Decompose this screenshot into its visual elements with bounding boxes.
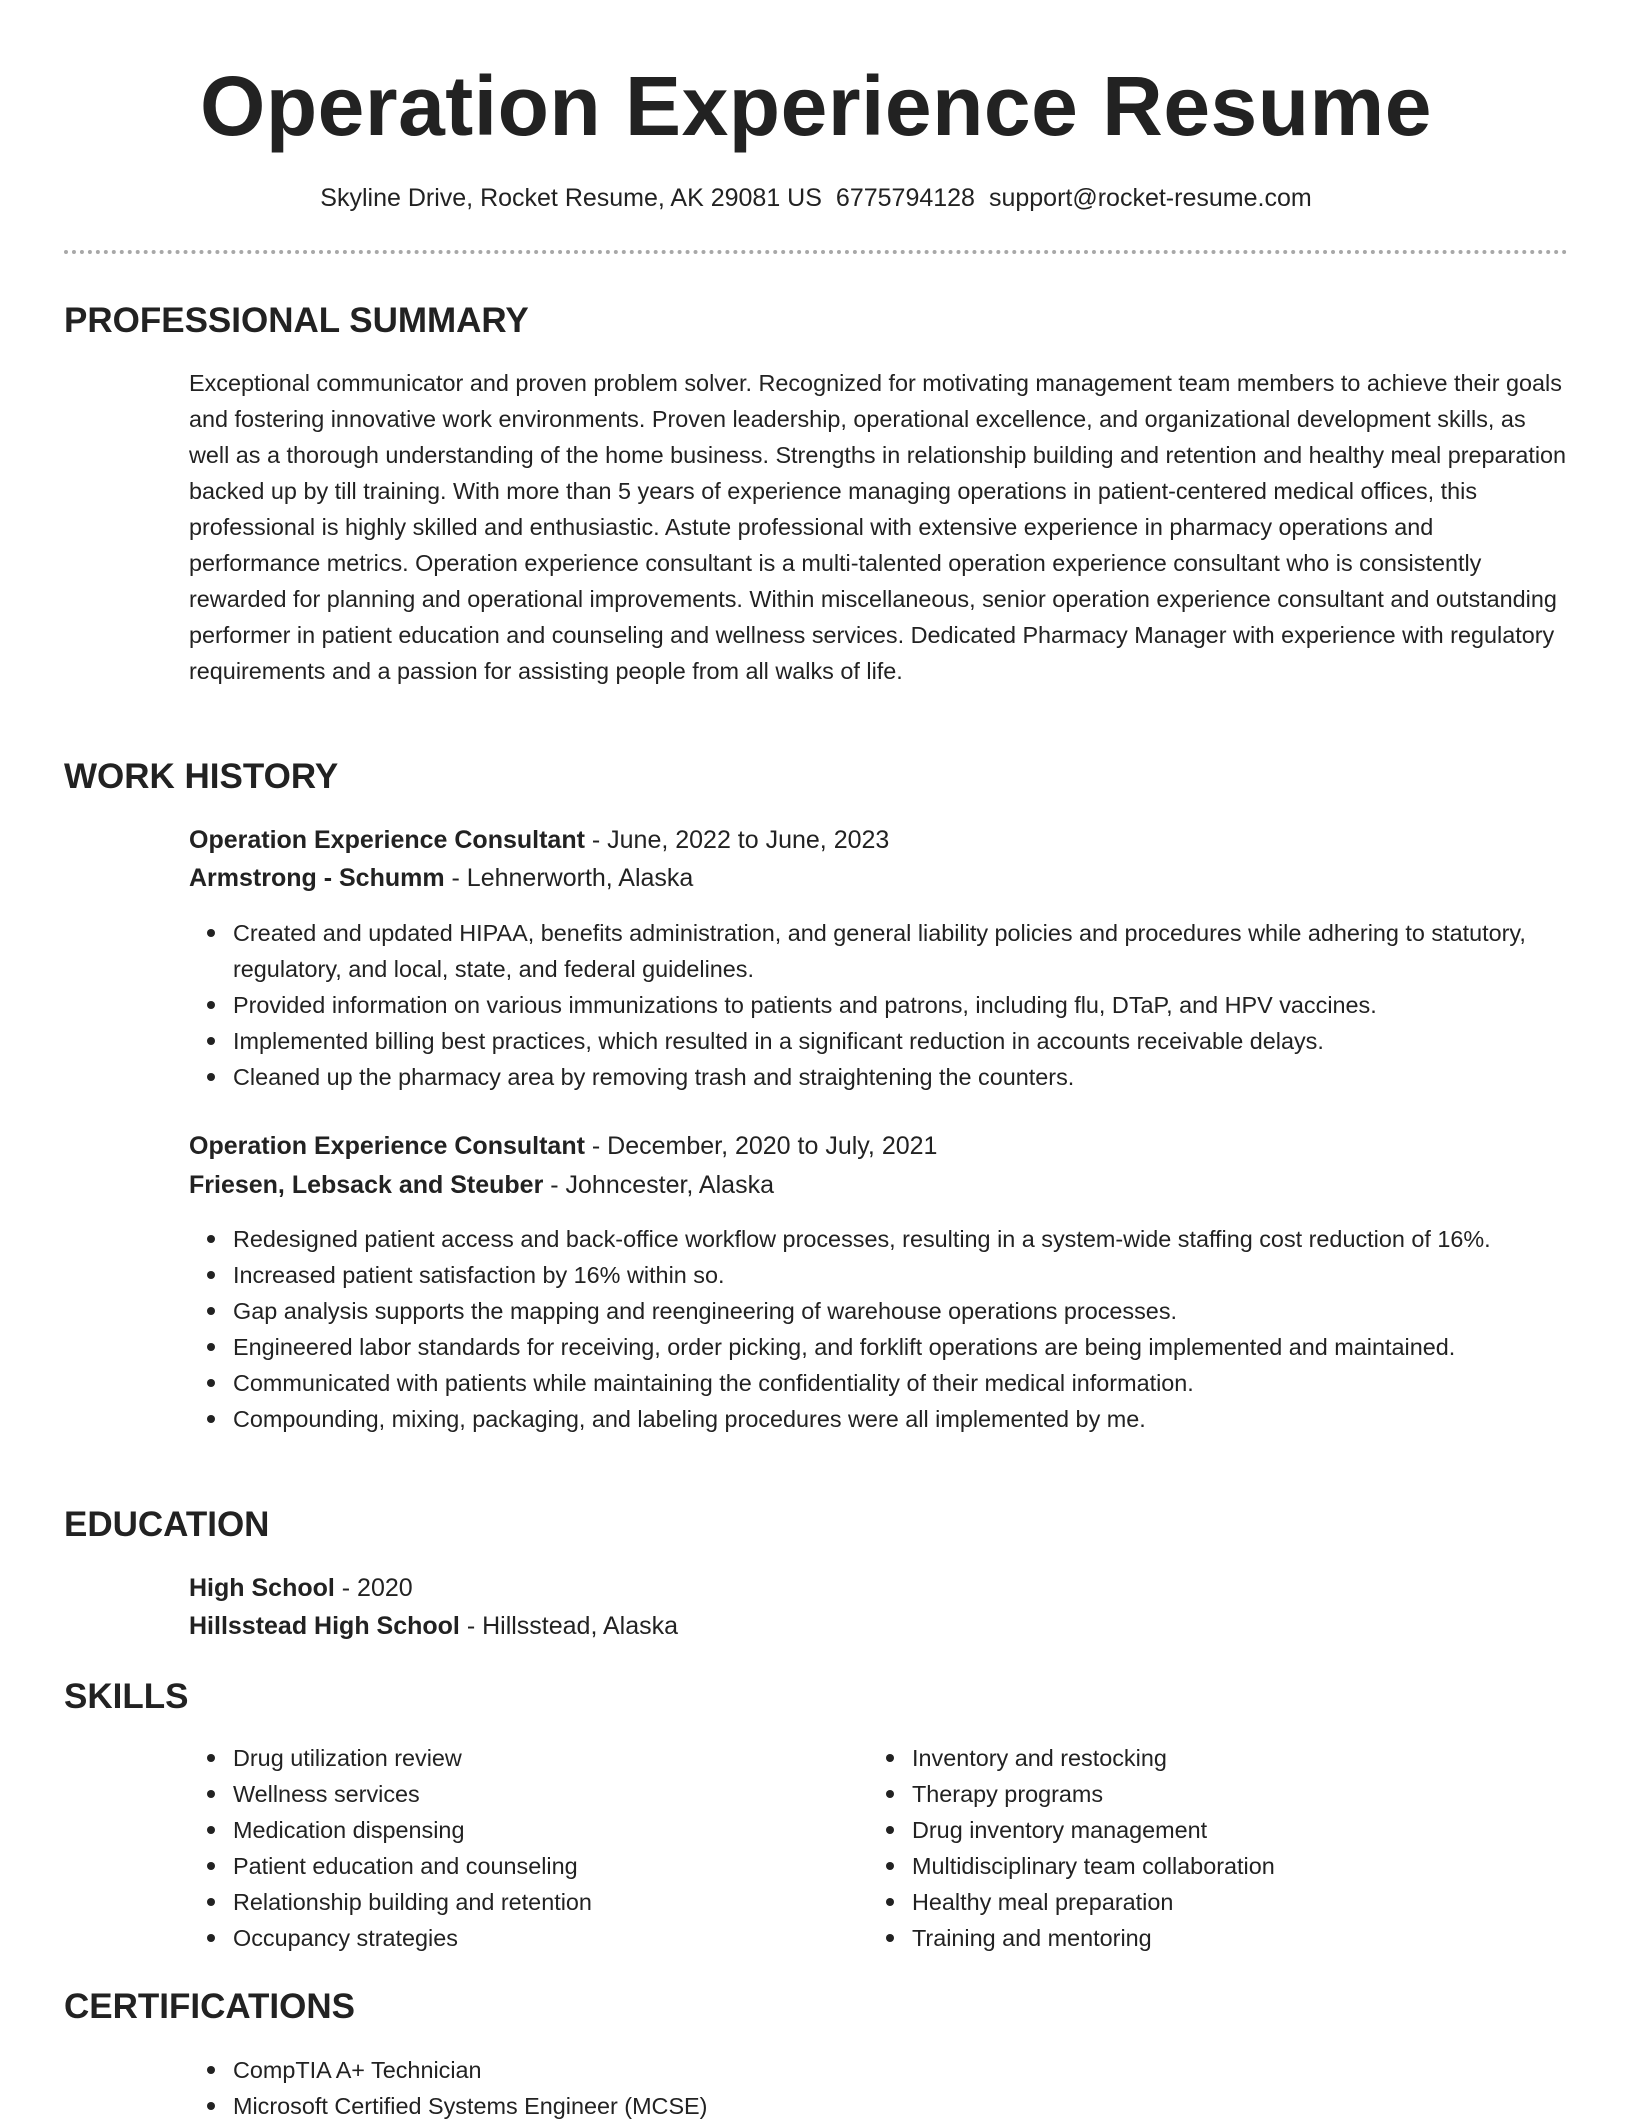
summary-text: Exceptional communicator and proven problem solver. Recognized for motivating management team members to achieve their goals and fostering innovative work environments. Proven leadership, operational excellence, and organizational development skills, as well as a thorough understanding of the home business. Strengths in relationship building and retention and healthy meal preparation backed up by till training. With more than 5 years of experience managing operations in patient-centered medical offices, this professional is highly skilled and enthusiastic. Astute professional with extensive experience in pharmacy operations and performance metrics. Operation experience consultant is a multi-talented operation experience consultant who is consistently rewarded for planning and operational improvements. Within miscellaneous, senior operation experience consultant and outstanding performer in patient education and counseling and wellness services. Dedicated Pharmacy Manager with experience with regulatory requirements and a passion for assisting people from all walks of life. [189,370,1567,684]
list-item: Drug inventory management [912,1812,1632,1848]
header-divider [64,250,1568,254]
list-item: Redesigned patient access and back-office workflow processes, resulting in a system-wide staffing cost reduction of 16%. [233,1221,1613,1257]
job-2-company: Friesen, Lebsack and Steuber [189,1171,544,1199]
job-1-location: - Lehnerworth, Alaska [444,864,694,892]
contact-line [0,180,1632,216]
list-item: Drug utilization review [233,1740,1613,1776]
list-item: Patient education and counseling [233,1848,1613,1884]
education-degree: High School [189,1574,335,1602]
list-item: Engineered labor standards for receiving, order picking, and forklift operations are being implemented and maintained. [233,1329,1613,1365]
job-2-title: Operation Experience Consultant [189,1132,585,1160]
education-year: - 2020 [334,1574,413,1602]
list-item: Medication dispensing [233,1812,1613,1848]
job-1-dates: - June, 2022 to June, 2023 [584,826,890,854]
list-item: CompTIA A+ Technician [233,2052,1613,2088]
list-item: Occupancy strategies [233,1920,1613,1956]
section-title-skills: SKILLS [64,1677,189,1716]
job-2-dates: - December, 2020 to July, 2021 [584,1132,938,1160]
job-1-company-line [189,860,693,896]
skills-list-right [868,1740,1632,1956]
contact-address: Skyline Drive, Rocket Resume, AK 29081 US [320,184,822,212]
job-1-title-line [189,822,889,858]
job-2-company-line [189,1167,774,1203]
contact-phone: 6775794128 [835,184,975,212]
list-item: Training and mentoring [912,1920,1632,1956]
list-item: Implemented billing best practices, which resulted in a significant reduction in accounts receivable delays. [233,1023,1613,1059]
list-item: Multidisciplinary team collaboration [912,1848,1632,1884]
list-item: Wellness services [233,1776,1613,1812]
section-title-work: WORK HISTORY [64,757,339,796]
list-item: Inventory and restocking [912,1740,1632,1776]
education-location: - Hillsstead, Alaska [459,1612,679,1640]
section-title-certifications: CERTIFICATIONS [64,1987,356,2026]
education-degree-line [189,1570,413,1606]
job-2-title-line [189,1128,937,1164]
list-item: Therapy programs [912,1776,1632,1812]
job-1-bullets [189,915,1613,1095]
list-item: Relationship building and retention [233,1884,1613,1920]
list-item: Increased patient satisfaction by 16% within so. [233,1257,1613,1293]
list-item: Microsoft Certified Systems Engineer (MCSE) [233,2088,1613,2124]
certifications-list [189,2052,1613,2124]
list-item: Gap analysis supports the mapping and reengineering of warehouse operations processes. [233,1293,1613,1329]
job-2-bullets [189,1221,1613,1437]
education-school-line [189,1608,678,1644]
list-item: Cleaned up the pharmacy area by removing trash and straightening the counters. [233,1059,1613,1095]
list-item: Created and updated HIPAA, benefits administration, and general liability policies and procedures while adhering to statutory, regulatory, and local, state, and federal guidelines. [233,915,1613,987]
resume-title: Operation Experience Resume [200,59,1432,153]
section-title-summary: PROFESSIONAL SUMMARY [64,301,529,340]
list-item: Healthy meal preparation [912,1884,1632,1920]
education-school: Hillsstead High School [189,1612,460,1640]
list-item: Communicated with patients while maintaining the confidentiality of their medical information. [233,1365,1613,1401]
job-2-location: - Johncester, Alaska [543,1171,774,1199]
list-item: Provided information on various immunizations to patients and patrons, including flu, DTaP, and HPV vaccines. [233,987,1613,1023]
job-1-company: Armstrong - Schumm [189,864,445,892]
job-1-title: Operation Experience Consultant [189,826,585,854]
section-title-education: EDUCATION [64,1505,270,1544]
contact-email: support@rocket-resume.com [988,184,1312,212]
list-item: Compounding, mixing, packaging, and labeling procedures were all implemented by me. [233,1401,1613,1437]
